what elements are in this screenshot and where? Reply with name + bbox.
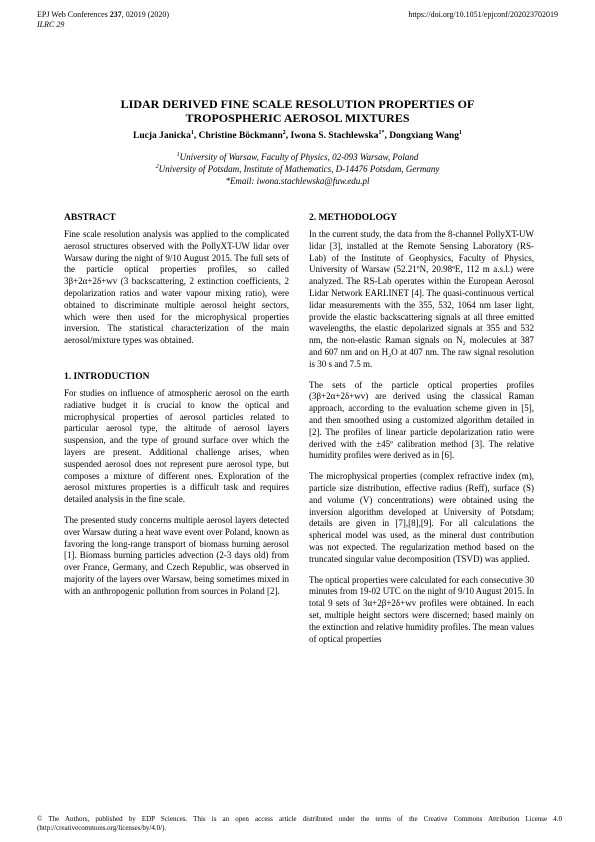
author: Lucja Janicka$^1$, — [133, 129, 199, 141]
methodology-paragraph: The optical properties were calculated for each consecutive 30 minutes from 19-02 UTC on the night of 9/10 August 2015. In total 9 sets of 3α+2β+2δ+wv profiles were obtained. In each set, multiple height sectors were discerned; based mainly on the extinction and relative humidity profiles. The mean values of optical properties — [309, 574, 534, 644]
license-footer: © The Authors, published by EDP Sciences. This is an open access article distributed under the terms of the Creative Commons Attribution License 4.0 (http://creativecommons.org/licenses/by/4.0/). — [37, 815, 562, 832]
introduction-paragraph: For studies on influence of atmospheric aerosol on the earth radiative budget it is crucial to know the optical and microphysical properties of aerosol particles related to particular aerosol type, the altitude of aerosol layers suspension, and the type of ground surface over which the layers are present. Additional challenge arises, when suspended aerosol does not represent pure aerosol type, but composes a mixture of different ones. Exploration of the aerosol mixtures properties is a difficult task and requires detailed analysis in the fine scale. — [64, 387, 289, 505]
author: Iwona S. Stachlewska$^{1*}$, — [290, 129, 390, 141]
author: Christine Böckmann$^2$, — [198, 129, 291, 141]
abstract-heading: ABSTRACT — [64, 213, 116, 223]
journal-citation — [37, 10, 169, 20]
journal-volume: 237 — [109, 10, 122, 19]
affiliation-1: $^1$University of Warsaw, Faculty of Physics, 02-093 Warsaw, Poland — [176, 152, 419, 162]
affiliations — [37, 151, 558, 187]
introduction-heading: 1. INTRODUCTION — [64, 371, 150, 382]
methodology-paragraph: The sets of the particle optical properties profiles (3β+2α+2δ+wv) are derived using the classical Raman approach, according to the evaluation scheme given in [5], and then smoothed using a customized algorithm detailed in [2]. The profiles of linear particle depolarization ratio were derived with the ±45º calibration method [3]. The relative humidity profiles were derived as in [6]. — [309, 379, 534, 461]
title-line-1: LIDAR DERIVED FINE SCALE RESOLUTION PROPERTIES OF — [120, 97, 475, 111]
methodology-paragraph: In the current study, the data from the 8-channel PollyXT-UW lidar [3], installed at the Remote Sensing Laboratory (RS-Lab) of the Institute of Geophysics, Faculty of Physics, University of Warsaw (52.21ºN, 20.98ºE, 112 m a.s.l.) were analyzed. The RS-Lab operates within the European Aerosol Lidar Network EARLINET [4]. The quasi-continuous vertical lidar measurements with the 355, 532, 1064 nm laser light, provide the elastic backscattering signals at all three emitted wavelengths, the elastic depolarized signals at 355 and 532 nm, the non-elastic Raman signals on N₂ molecules at 387 and 607 nm and on H₂O at 407 nm. The raw signal resolution is 30 s and 7.5 m. — [309, 229, 534, 369]
methodology-heading: 2. METHODOLOGY — [309, 213, 398, 223]
introduction-paragraph: The presented study concerns multiple aerosol layers detected over Warsaw during a heat wave event over Poland, known as favoring the long-range transport of biomass burning aerosol [1]. Biomass burning particles advection (2-3 days old) from over France, Germany, and Czech Republic, was observed in majority of the layers over Warsaw, being sometimes mixed in with an anthropogenic pollution from sources in Poland [2]. — [64, 514, 289, 596]
journal-name: EPJ Web Conferences — [37, 10, 110, 19]
author-list — [37, 130, 558, 142]
article-number: , 02019 (2020) — [121, 10, 170, 19]
conference-name: ILRC 29 — [37, 20, 65, 29]
paper-title — [37, 97, 558, 125]
abstract-text: Fine scale resolution analysis was applied to the complicated aerosol structures observed with the PollyXT-UW lidar over Warsaw during the night of 9/10 August 2015. The full sets of the particle optical properties profiles, so called 3β+2α+2δ+wv (3 backscattering, 2 extinction coefficients, 2 depolarization ratios and water vapour mixing ratio), were obtained to discriminate multiple aerosol height sectors, which were then used for the microphysical properties inversion. The statistical characterization of the main aerosol/mixture types was obtained. — [64, 229, 289, 346]
left-column — [64, 212, 289, 607]
affiliation-2: $^2$University of Potsdam, Institute of Mathematics, D-14476 Potsdam, Germany — [155, 164, 440, 174]
running-header-left — [37, 10, 169, 30]
corresponding-email[interactable]: *Email: iwona.stachlewska@fuw.edu.pl — [225, 176, 370, 186]
methodology-paragraph: The microphysical properties (complex refractive index (m), particle size distribution, effective radius (Reff), surface (S) and volume (V) concentrations) were obtained using the inversion algorithm developed at University of Potsdam; details are given in [7],[8],[9]. For all calculations the spherical model was used, as the mineral dust contribution was not expected. The regularization method based on the truncated singular value decomposition (TSVD) was applied. — [309, 471, 534, 564]
title-line-2: TROPOSPHERIC AEROSOL MIXTURES — [185, 111, 410, 125]
right-column — [309, 212, 534, 654]
author: Dongxiang Wang$^1$ — [389, 129, 462, 141]
doi-link[interactable]: https://doi.org/10.1051/epjconf/202023702019 — [408, 10, 558, 19]
